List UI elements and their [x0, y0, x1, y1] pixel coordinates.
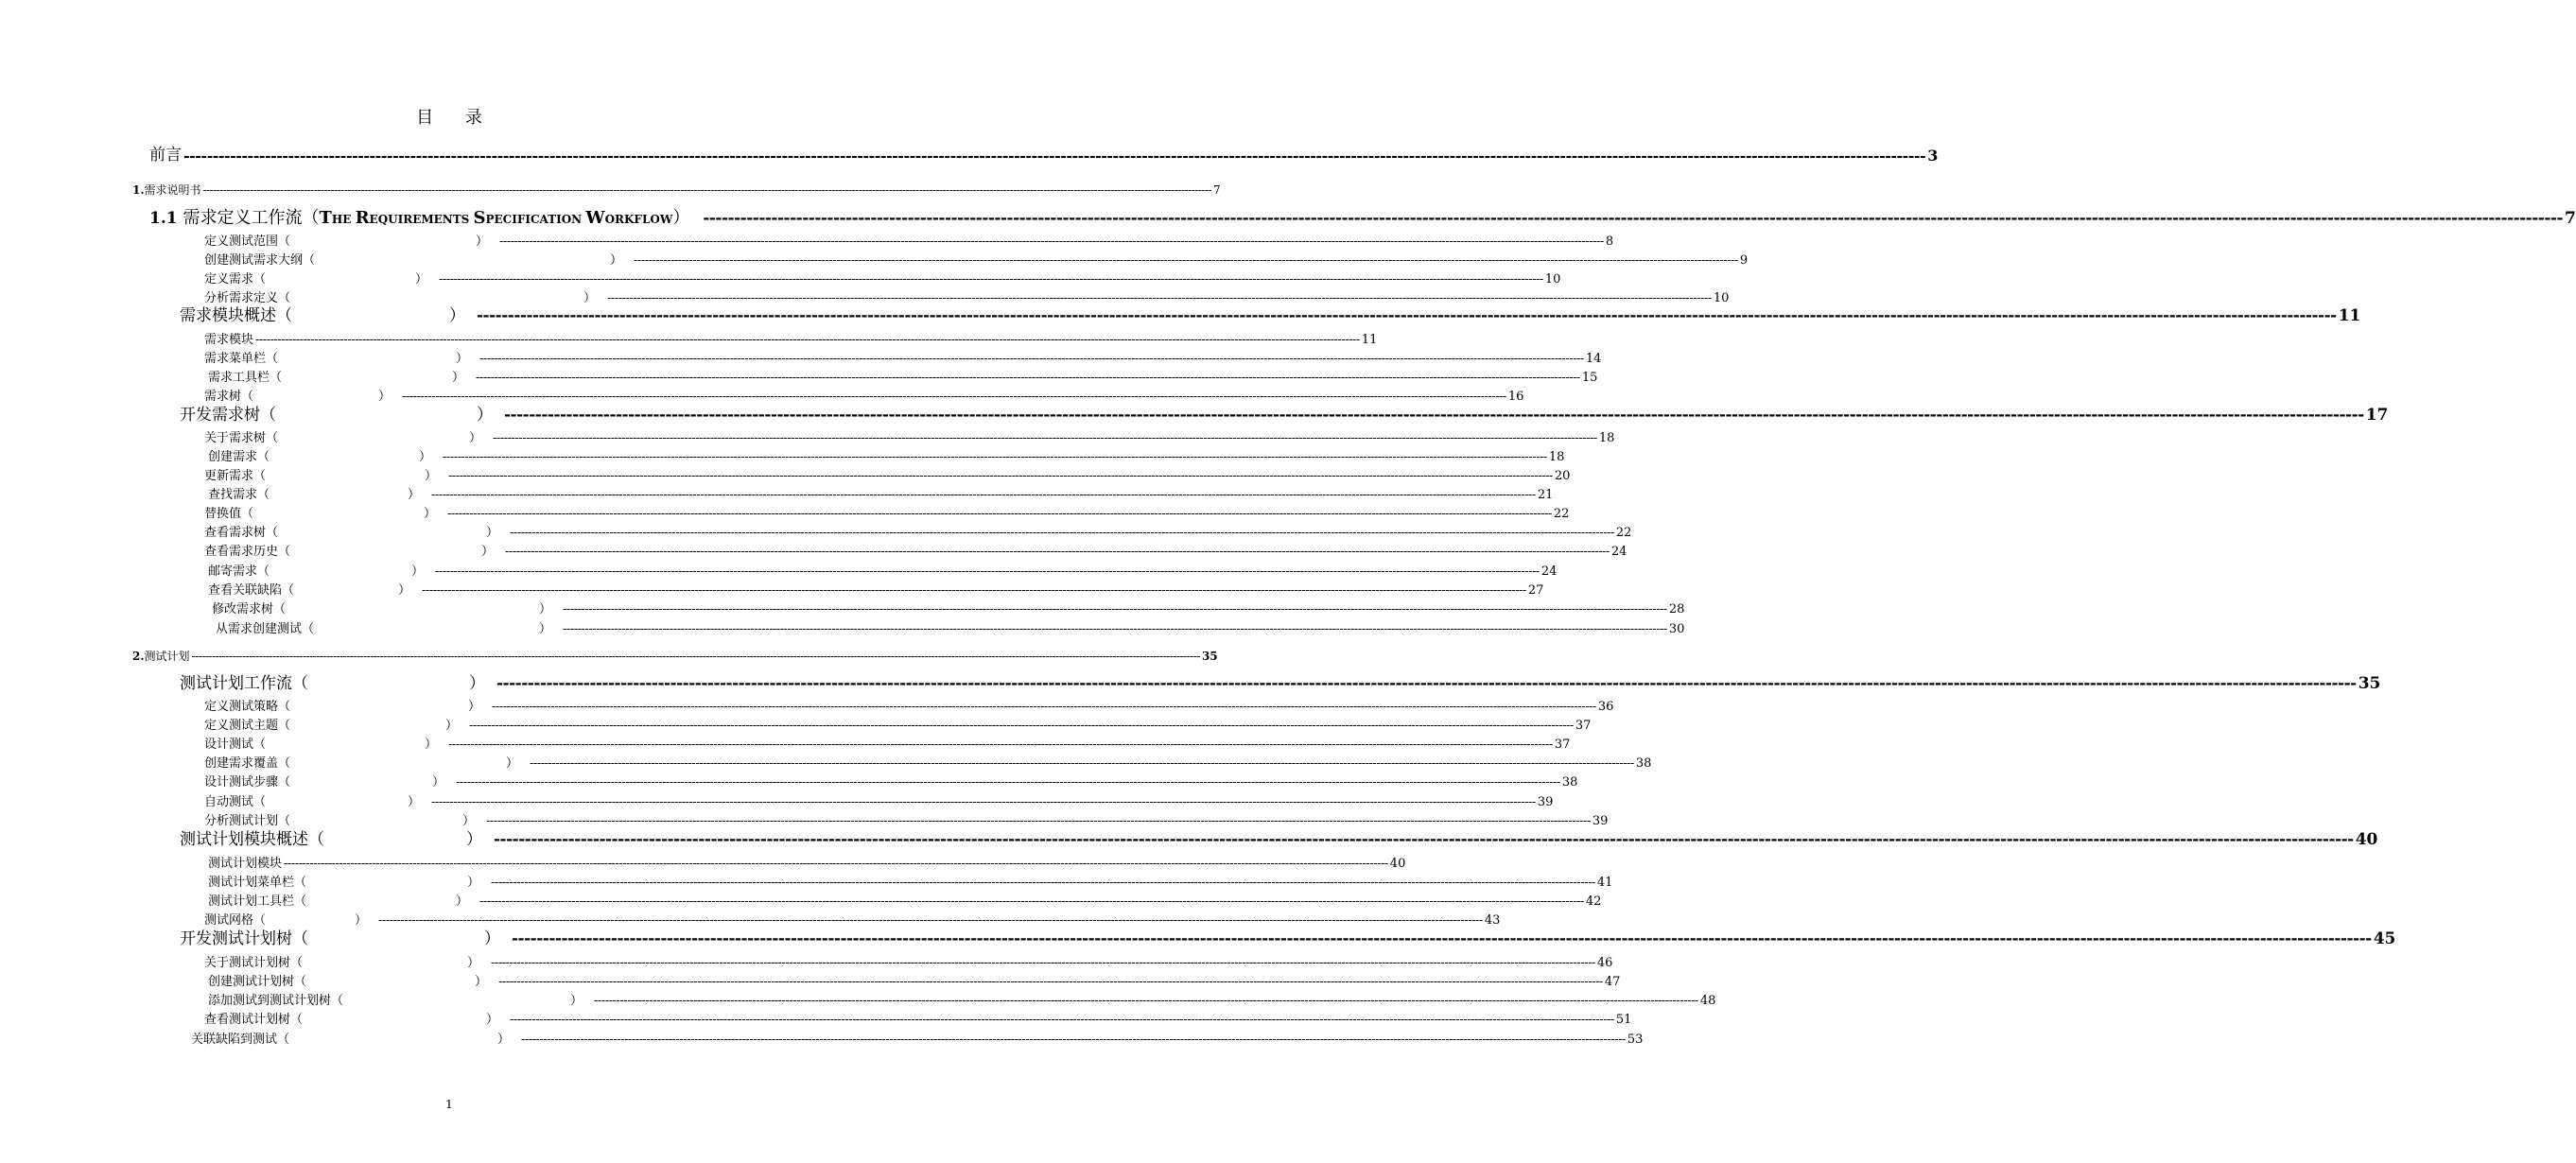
- toc-page-number: 38: [1635, 756, 1652, 771]
- toc-page-number: 39: [1537, 795, 1554, 809]
- toc-leader: ------------------------------------------------------------------------------------------------------------------------------------------------------------------------------------------------------------------------------------------------------------------------------------------------------------: [477, 306, 2337, 325]
- toc-section-number: 1.1: [149, 209, 178, 228]
- toc-page-number: 47: [1604, 975, 1621, 989]
- toc-page-number: 40: [1389, 857, 1406, 871]
- toc-leader: ------------------------------------------------------------------------------------------------------------------------------------------------------------------------------------------------------------------------------------------------------------------------------------------------------------: [183, 147, 1926, 165]
- toc-entry[interactable]: [208, 857, 1406, 871]
- toc-entry-label: 创建需求（: [208, 450, 270, 464]
- toc-entry-label: 设计测试步骤（: [204, 775, 291, 790]
- toc-entry-close: ）: [398, 583, 411, 598]
- toc-entry-label: 查看关联缺陷（: [208, 583, 295, 598]
- toc-entry-label: 定义测试范围（: [204, 234, 291, 249]
- toc-page-number: 46: [1596, 956, 1613, 970]
- toc-entry-close: ）: [424, 507, 437, 521]
- toc-page-number: 48: [1699, 994, 1716, 1008]
- toc-entry-section-1-1[interactable]: [149, 208, 2576, 228]
- toc-entry[interactable]: [204, 719, 1592, 733]
- toc-entry-label: 测试计划模块概述（: [180, 830, 324, 849]
- toc-entry-label: 创建测试需求大纲（: [204, 253, 316, 268]
- toc-leader: ------------------------------------------------------------------------------------------------------------------------------------------------------------------------------------------------------------------------------------------------------------------------------------------------------------: [494, 830, 2354, 849]
- toc-entry[interactable]: [204, 913, 1501, 928]
- toc-en-part: EQUIREMENTS: [369, 213, 474, 226]
- toc-entry-label: 测试计划模块: [208, 857, 283, 871]
- toc-entry-close: ）: [468, 700, 481, 714]
- toc-leader: ------------------------------------------------------------------------------------------------------------------------------------------------------------------------------------------------------------------------------------------------------------------------------------------------------------: [512, 929, 2372, 948]
- toc-en-part: R: [355, 208, 370, 228]
- toc-entry[interactable]: [180, 830, 2378, 849]
- toc-entry-close: ）: [484, 929, 500, 948]
- toc-leader: ------------------------------------------------------------------------------------------------------------------------------------------------------------------------------------------------------------------------------------------------------------------------------------------------------------: [443, 450, 1547, 464]
- toc-entry-chapter-1[interactable]: [132, 183, 1221, 197]
- toc-entry-preface[interactable]: [149, 146, 1939, 165]
- toc-entry-label: 关于测试计划树（: [204, 956, 304, 970]
- toc-leader: ------------------------------------------------------------------------------------------------------------------------------------------------------------------------------------------------------------------------------------------------------------------------------------------------------------: [435, 564, 1540, 579]
- toc-page-number: 37: [1575, 719, 1592, 733]
- toc-entry-close: ）: [425, 469, 438, 483]
- toc-leader: ------------------------------------------------------------------------------------------------------------------------------------------------------------------------------------------------------------------------------------------------------------------------------------------------------------: [521, 1033, 1626, 1047]
- toc-leader: ------------------------------------------------------------------------------------------------------------------------------------------------------------------------------------------------------------------------------------------------------------------------------------------------------------: [431, 488, 1536, 502]
- toc-entry[interactable]: [204, 775, 1578, 790]
- toc-entry-close: ）: [672, 208, 690, 228]
- toc-page-number: 10: [1713, 291, 1730, 305]
- toc-leader: ------------------------------------------------------------------------------------------------------------------------------------------------------------------------------------------------------------------------------------------------------------------------------------------------------------: [439, 272, 1543, 286]
- toc-chapter-number: 2.: [132, 650, 145, 663]
- toc-entry-label: 替换值（: [204, 507, 254, 521]
- toc-entry-label: 前言: [149, 146, 182, 165]
- toc-entry[interactable]: [204, 390, 1524, 404]
- toc-leader: ------------------------------------------------------------------------------------------------------------------------------------------------------------------------------------------------------------------------------------------------------------------------------------------------------------: [594, 994, 1698, 1008]
- toc-page-number: 22: [1553, 507, 1570, 521]
- toc-entry-label: 添加测试到测试计划树（: [208, 994, 344, 1008]
- toc-page-number: 8: [1605, 234, 1614, 249]
- toc-entry[interactable]: [208, 371, 1598, 385]
- toc-leader: ------------------------------------------------------------------------------------------------------------------------------------------------------------------------------------------------------------------------------------------------------------------------------------------------------------: [498, 975, 1603, 989]
- toc-entry[interactable]: [204, 956, 1613, 970]
- toc-page-number: 18: [1548, 450, 1565, 464]
- toc-leader: ------------------------------------------------------------------------------------------------------------------------------------------------------------------------------------------------------------------------------------------------------------------------------------------------------------: [492, 700, 1596, 714]
- toc-entry-label: 测试计划工作流（: [180, 674, 308, 693]
- toc-entry[interactable]: [204, 814, 1609, 828]
- toc-page-number: 37: [1554, 738, 1571, 752]
- toc-leader: ------------------------------------------------------------------------------------------------------------------------------------------------------------------------------------------------------------------------------------------------------------------------------------------------------------: [486, 814, 1591, 828]
- toc-entry-close: ）: [445, 719, 459, 733]
- toc-entry-label: 定义测试主题（: [204, 719, 291, 733]
- toc-entry-close: ）: [419, 450, 432, 464]
- toc-entry-close: ）: [378, 390, 392, 404]
- toc-leader: ------------------------------------------------------------------------------------------------------------------------------------------------------------------------------------------------------------------------------------------------------------------------------------------------------------: [504, 406, 2364, 425]
- toc-entry-close: ）: [481, 545, 495, 559]
- toc-page-number: 11: [2338, 306, 2361, 325]
- toc-entry-label: 创建测试计划树（: [208, 975, 307, 989]
- toc-entry-close: ）: [506, 756, 519, 771]
- toc-entry-label: 设计测试（: [204, 738, 267, 752]
- toc-entry[interactable]: [204, 234, 1614, 249]
- toc-entry[interactable]: [180, 306, 2361, 325]
- toc-entry-close: ）: [469, 431, 482, 445]
- toc-entry-label: 关联缺陷到测试（: [191, 1033, 290, 1047]
- toc-entry-close: ）: [486, 1013, 499, 1027]
- toc-page-number: 24: [1610, 545, 1627, 559]
- toc-leader: ------------------------------------------------------------------------------------------------------------------------------------------------------------------------------------------------------------------------------------------------------------------------------------------------------------: [479, 352, 1584, 366]
- toc-entry-close: ）: [475, 975, 488, 989]
- toc-entry-close: ）: [415, 272, 428, 286]
- toc-entry-label: 测试网格（: [204, 913, 267, 928]
- toc-entry-close: ）: [408, 795, 421, 809]
- toc-leader: ------------------------------------------------------------------------------------------------------------------------------------------------------------------------------------------------------------------------------------------------------------------------------------------------------------: [563, 622, 1667, 636]
- toc-entry-label: 需求模块概述（: [180, 306, 292, 325]
- toc-entry-close: ）: [466, 830, 482, 849]
- toc-page-number: 11: [1361, 333, 1378, 347]
- toc-entry-close: ）: [456, 894, 469, 909]
- toc-entry-label: 分析测试计划（: [204, 814, 291, 828]
- toc-page-number: 27: [1527, 583, 1544, 598]
- toc-entry-label: 需求说明书: [144, 183, 201, 197]
- toc-leader: ------------------------------------------------------------------------------------------------------------------------------------------------------------------------------------------------------------------------------------------------------------------------------------------------------------: [491, 876, 1595, 890]
- toc-chapter-number: 1.: [132, 183, 145, 197]
- toc-entry-close: ）: [355, 913, 368, 928]
- toc-entry-close: ）: [539, 602, 552, 616]
- toc-leader: ------------------------------------------------------------------------------------------------------------------------------------------------------------------------------------------------------------------------------------------------------------------------------------------------------------: [563, 602, 1667, 616]
- toc-leader: ------------------------------------------------------------------------------------------------------------------------------------------------------------------------------------------------------------------------------------------------------------------------------------------------------------: [510, 1013, 1614, 1027]
- toc-entry-close: ）: [425, 738, 438, 752]
- toc-entry[interactable]: [180, 406, 2389, 425]
- toc-page-number: 10: [1544, 272, 1561, 286]
- toc-entry-chapter-2[interactable]: [132, 650, 1218, 663]
- toc-page-number: 41: [1596, 876, 1613, 890]
- toc-entry-close: ）: [432, 775, 445, 790]
- toc-entry-label: 查看测试计划树（: [204, 1013, 304, 1027]
- toc-entry[interactable]: [204, 545, 1627, 559]
- toc-entry[interactable]: [204, 1013, 1632, 1027]
- toc-page-number: 51: [1615, 1013, 1632, 1027]
- toc-entry-close: ）: [570, 994, 583, 1008]
- toc-leader: ------------------------------------------------------------------------------------------------------------------------------------------------------------------------------------------------------------------------------------------------------------------------------------------------------------: [378, 913, 1483, 928]
- toc-entry-close: ）: [462, 814, 476, 828]
- toc-page-number: 18: [1598, 431, 1615, 445]
- toc-en-part: S: [473, 208, 486, 228]
- toc-entry-close: ）: [610, 253, 623, 268]
- toc-entry[interactable]: [204, 352, 1602, 366]
- toc-leader: ------------------------------------------------------------------------------------------------------------------------------------------------------------------------------------------------------------------------------------------------------------------------------------------------------------: [202, 183, 1211, 197]
- toc-leader: ------------------------------------------------------------------------------------------------------------------------------------------------------------------------------------------------------------------------------------------------------------------------------------------------------------: [191, 650, 1200, 663]
- toc-entry-label: 创建需求覆盖（: [204, 756, 291, 771]
- toc-leader: ------------------------------------------------------------------------------------------------------------------------------------------------------------------------------------------------------------------------------------------------------------------------------------------------------------: [255, 333, 1360, 347]
- toc-entry[interactable]: [204, 291, 1730, 305]
- toc-leader: ------------------------------------------------------------------------------------------------------------------------------------------------------------------------------------------------------------------------------------------------------------------------------------------------------------: [431, 795, 1536, 809]
- toc-entry-label: 从需求创建测试（: [216, 622, 315, 636]
- toc-leader: ------------------------------------------------------------------------------------------------------------------------------------------------------------------------------------------------------------------------------------------------------------------------------------------------------------: [479, 894, 1584, 909]
- toc-entry-label: 需求定义工作流（: [183, 208, 320, 228]
- toc-entry-close: ）: [469, 674, 485, 693]
- toc-entry-close: ）: [539, 622, 552, 636]
- toc-leader: ------------------------------------------------------------------------------------------------------------------------------------------------------------------------------------------------------------------------------------------------------------------------------------------------------------: [476, 371, 1580, 385]
- toc-entry[interactable]: [204, 431, 1615, 445]
- toc-entry-label: 需求模块: [204, 333, 254, 347]
- toc-entry-close: ）: [411, 564, 425, 579]
- toc-page-number: 40: [2355, 830, 2378, 849]
- toc-entry-label: 测试计划工具栏（: [208, 894, 307, 909]
- toc-entry-label: 查看需求历史（: [204, 545, 291, 559]
- toc-page-number: 9: [1739, 253, 1749, 268]
- toc-entry-label: 关于需求树（: [204, 431, 279, 445]
- toc-entry[interactable]: [208, 894, 1602, 909]
- toc-entry[interactable]: [204, 333, 1378, 347]
- toc-entry[interactable]: [204, 756, 1652, 771]
- toc-entry-label: 查看需求树（: [204, 526, 279, 540]
- toc-leader: ------------------------------------------------------------------------------------------------------------------------------------------------------------------------------------------------------------------------------------------------------------------------------------------------------------: [530, 756, 1634, 771]
- toc-entry-label: 更新需求（: [204, 469, 267, 483]
- toc-entry[interactable]: [208, 975, 1621, 989]
- toc-entry-label: 修改需求树（: [212, 602, 287, 616]
- toc-entry[interactable]: [208, 488, 1554, 502]
- toc-page-number: 45: [2373, 929, 2396, 948]
- toc-entry-close: ）: [497, 1033, 511, 1047]
- toc-en-part: HE: [331, 213, 356, 226]
- toc-entry-label: 分析需求定义（: [204, 291, 291, 305]
- toc-entry-label: 需求工具栏（: [208, 371, 283, 385]
- toc-page-number: 3: [1927, 147, 1939, 165]
- toc-entry[interactable]: [216, 622, 1685, 636]
- toc-entry-close: ）: [467, 956, 480, 970]
- toc-page-number: 30: [1668, 622, 1685, 636]
- toc-entry-label: 开发需求树（: [180, 406, 276, 425]
- toc-entry[interactable]: [204, 700, 1614, 714]
- toc-entry[interactable]: [204, 272, 1561, 286]
- toc-page-number: 21: [1537, 488, 1554, 502]
- toc-leader: ------------------------------------------------------------------------------------------------------------------------------------------------------------------------------------------------------------------------------------------------------------------------------------------------------------: [510, 526, 1614, 540]
- toc-entry[interactable]: [180, 929, 2396, 948]
- toc-entry-close: ）: [456, 352, 469, 366]
- toc-entry-label: 开发测试计划树（: [180, 929, 308, 948]
- toc-page-number: 35: [1201, 650, 1218, 663]
- toc-leader: ------------------------------------------------------------------------------------------------------------------------------------------------------------------------------------------------------------------------------------------------------------------------------------------------------------: [491, 956, 1595, 970]
- toc-leader: ------------------------------------------------------------------------------------------------------------------------------------------------------------------------------------------------------------------------------------------------------------------------------------------------------------: [634, 253, 1738, 268]
- toc-entry-close: ）: [449, 306, 465, 325]
- toc-leader: ------------------------------------------------------------------------------------------------------------------------------------------------------------------------------------------------------------------------------------------------------------------------------------------------------------: [469, 719, 1574, 733]
- page-number-footer: 1: [445, 1098, 453, 1111]
- toc-page-number: 7: [2565, 209, 2576, 228]
- toc-page-number: 22: [1615, 526, 1632, 540]
- toc-entry-label: 测试计划: [144, 650, 190, 663]
- toc-page-number: 15: [1581, 371, 1598, 385]
- toc-entry-close: ）: [467, 876, 480, 890]
- toc-page-number: 24: [1540, 564, 1558, 579]
- toc-en-part: W: [585, 208, 605, 228]
- toc-entry-close: ）: [476, 234, 489, 249]
- toc-entry[interactable]: [180, 674, 2381, 693]
- toc-page-number: 38: [1561, 775, 1578, 790]
- toc-leader: ------------------------------------------------------------------------------------------------------------------------------------------------------------------------------------------------------------------------------------------------------------------------------------------------------------: [505, 545, 1610, 559]
- toc-leader: ------------------------------------------------------------------------------------------------------------------------------------------------------------------------------------------------------------------------------------------------------------------------------------------------------------: [448, 469, 1553, 483]
- toc-leader: ------------------------------------------------------------------------------------------------------------------------------------------------------------------------------------------------------------------------------------------------------------------------------------------------------------: [447, 507, 1552, 521]
- toc-entry-label: 定义测试策略（: [204, 700, 291, 714]
- toc-en-part: PECIFICATION: [485, 213, 586, 226]
- toc-entry-label: 邮寄需求（: [208, 564, 270, 579]
- toc-page-number: 35: [2358, 674, 2381, 693]
- toc-entry[interactable]: [212, 602, 1685, 616]
- toc-page-number: 53: [1627, 1033, 1644, 1047]
- toc-leader: ------------------------------------------------------------------------------------------------------------------------------------------------------------------------------------------------------------------------------------------------------------------------------------------------------------: [493, 431, 1597, 445]
- toc-leader: ------------------------------------------------------------------------------------------------------------------------------------------------------------------------------------------------------------------------------------------------------------------------------------------------------------: [496, 674, 2357, 693]
- toc-leader: ------------------------------------------------------------------------------------------------------------------------------------------------------------------------------------------------------------------------------------------------------------------------------------------------------------: [499, 234, 1604, 249]
- toc-entry-label: 测试计划菜单栏（: [208, 876, 307, 890]
- toc-entry[interactable]: [208, 450, 1565, 464]
- toc-page-number: 39: [1592, 814, 1609, 828]
- toc-leader: ------------------------------------------------------------------------------------------------------------------------------------------------------------------------------------------------------------------------------------------------------------------------------------------------------------: [422, 583, 1526, 598]
- toc-page-number: 7: [1212, 183, 1221, 197]
- toc-entry-label: 需求菜单栏（: [204, 352, 279, 366]
- toc-entry[interactable]: [191, 1033, 1644, 1047]
- toc-entry[interactable]: [208, 994, 1716, 1008]
- toc-entry[interactable]: [204, 469, 1571, 483]
- toc-entry[interactable]: [208, 876, 1613, 890]
- toc-page-number: 28: [1668, 602, 1685, 616]
- toc-page-number: 16: [1507, 390, 1524, 404]
- toc-entry[interactable]: [204, 738, 1571, 752]
- toc-leader: ------------------------------------------------------------------------------------------------------------------------------------------------------------------------------------------------------------------------------------------------------------------------------------------------------------: [607, 291, 1712, 305]
- toc-title: 目 录: [416, 108, 496, 128]
- toc-entry[interactable]: [204, 526, 1632, 540]
- toc-entry[interactable]: [204, 795, 1554, 809]
- toc-page-number: 42: [1585, 894, 1602, 909]
- toc-entry[interactable]: [208, 583, 1544, 598]
- toc-page-number: 36: [1597, 700, 1614, 714]
- toc-leader: ------------------------------------------------------------------------------------------------------------------------------------------------------------------------------------------------------------------------------------------------------------------------------------------------------------: [703, 209, 2564, 228]
- toc-page-number: 43: [1484, 913, 1501, 928]
- toc-leader: ------------------------------------------------------------------------------------------------------------------------------------------------------------------------------------------------------------------------------------------------------------------------------------------------------------: [448, 738, 1553, 752]
- toc-entry-close: ）: [452, 371, 465, 385]
- toc-leader: ------------------------------------------------------------------------------------------------------------------------------------------------------------------------------------------------------------------------------------------------------------------------------------------------------------: [402, 390, 1506, 404]
- toc-leader: ------------------------------------------------------------------------------------------------------------------------------------------------------------------------------------------------------------------------------------------------------------------------------------------------------------: [456, 775, 1560, 790]
- toc-en-part: ORKFLOW: [604, 213, 673, 226]
- toc-entry-close: ）: [486, 526, 499, 540]
- toc-page-number: 17: [2365, 406, 2389, 425]
- toc-entry-close: ）: [583, 291, 597, 305]
- toc-entry-label: 需求树（: [204, 390, 254, 404]
- toc-entry-label: 定义需求（: [204, 272, 267, 286]
- toc-entry[interactable]: [204, 507, 1570, 521]
- toc-entry-close: ）: [408, 488, 421, 502]
- toc-entry-label: 自动测试（: [204, 795, 267, 809]
- toc-entry-close: ）: [477, 406, 493, 425]
- toc-entry-label: 查找需求（: [208, 488, 270, 502]
- toc-page-number: 20: [1554, 469, 1571, 483]
- toc-en-part: T: [319, 208, 332, 228]
- toc-entry[interactable]: [204, 253, 1749, 268]
- toc-leader: ------------------------------------------------------------------------------------------------------------------------------------------------------------------------------------------------------------------------------------------------------------------------------------------------------------: [284, 857, 1388, 871]
- toc-entry[interactable]: [208, 564, 1558, 579]
- toc-page-number: 14: [1585, 352, 1602, 366]
